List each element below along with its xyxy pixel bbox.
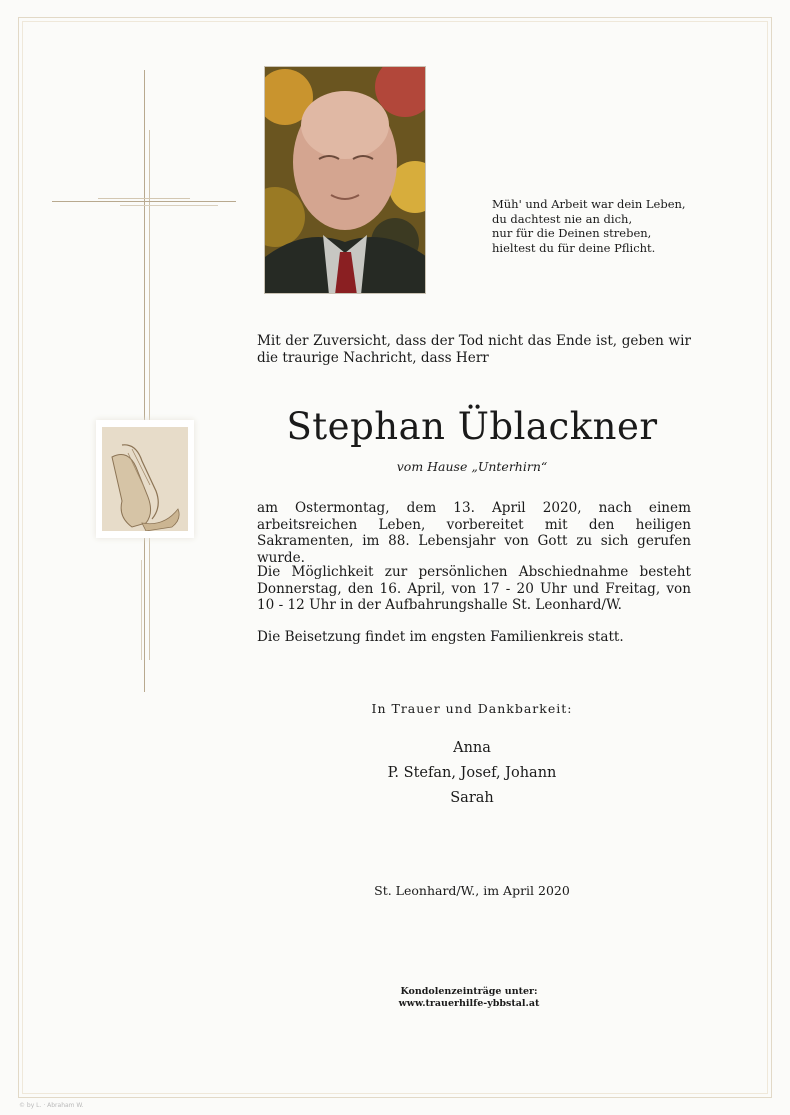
death-notice: am Ostermontag, dem 13. April 2020, nach einem arbeitsreichen Leben, vorbereitet mit den heiligen Sakramenten, im 88. Lebensjahr von Gott zu sich gerufen wurde. [257,500,691,566]
poem [492,197,732,255]
burial-info: Die Beisetzung findet im engsten Familienkreis statt. [257,629,624,645]
mourners-list [257,736,687,811]
cross-vertical-line [141,560,142,660]
poem-line: du dachtest nie an dich, [492,211,633,226]
mourner: Sarah [450,790,494,806]
deceased-name: Stephan Üblackner [286,405,658,448]
cross-horizontal-line [120,205,218,206]
poem-line: hieltest du für deine Pflicht. [492,240,656,255]
cross-vertical-line [144,70,145,692]
condolence-label: Kondolenzeinträge unter: [400,986,538,997]
condolence-link[interactable]: www.trauerhilfe-ybbstal.at [398,998,540,1009]
praying-hands-image [96,420,194,538]
cross-horizontal-line [52,201,236,202]
intro-text: Mit der Zuversicht, dass der Tod nicht das Ende ist, geben wir die traurige Nachricht, dass Herr [257,333,691,366]
cross-horizontal-line [98,198,190,199]
farewell-info: Die Möglichkeit zur persönlichen Abschiednahme besteht Donnerstag, den 16. April, von 17 - 20 Uhr und Freitag, von 10 - 12 Uhr in der Aufbahrungshalle St. Leonhard/W. [257,564,691,613]
mourner: Anna [453,740,491,756]
poem-line: nur für die Deinen streben, [492,226,652,240]
poem-line: Müh' und Arbeit war dein Leben, [492,197,686,211]
cross-vertical-line [149,130,150,660]
mourner: P. Stefan, Josef, Johann [387,765,557,781]
condolence-info [257,986,681,1010]
image-credit: © by L. · Abraham W. [19,1102,84,1109]
thanks-line: In Trauer und Dankbarkeit: [371,701,573,716]
house-name: vom Hause „Unterhirn“ [396,459,548,474]
place-date: St. Leonhard/W., im April 2020 [374,883,570,898]
portrait-photo [264,66,426,294]
